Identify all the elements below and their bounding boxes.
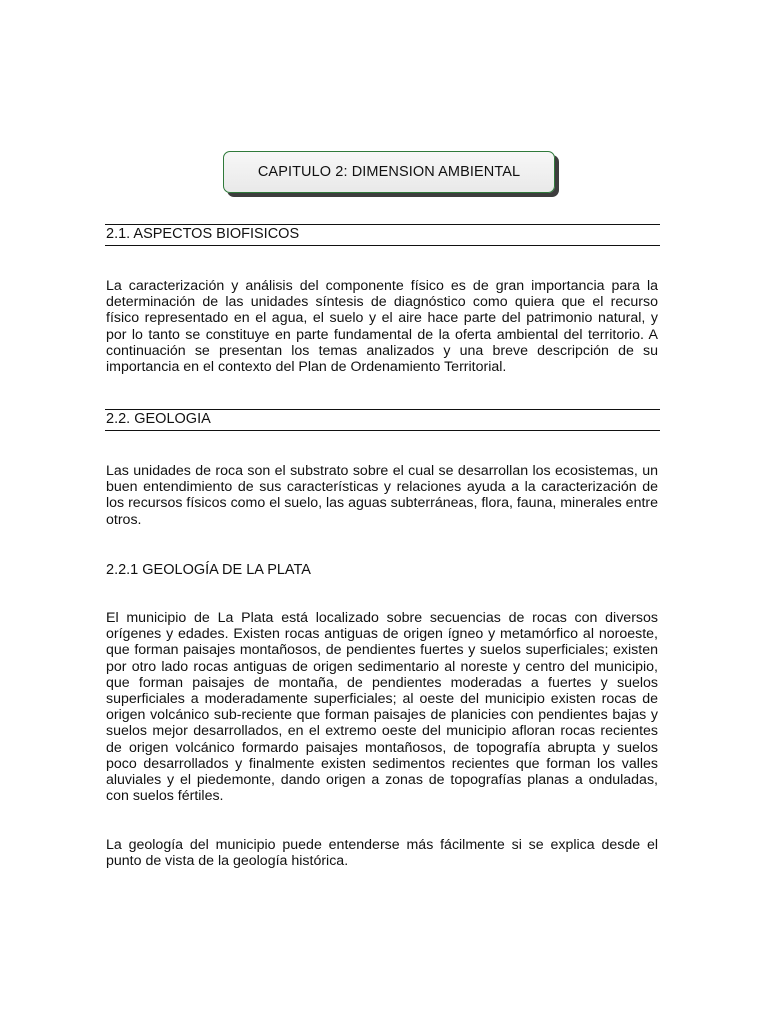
chapter-title-box [223,151,555,193]
paragraph-geologia-la-plata-2: La geología del municipio puede entenderse más fácilmente si se explica desde el punto de vista de la geología histórica. [106,837,658,870]
chapter-title: CAPITULO 2: DIMENSION AMBIENTAL [257,164,521,180]
paragraph-geologia: Las unidades de roca son el substrato sobre el cual se desarrollan los ecosistemas, un buen entendimiento de sus características y relaciones ayuda a la caracterización de los recursos físicos como el suelo, las aguas subterráneas, flora, fauna, minerales entre otros. [106,463,659,528]
paragraph-geologia-la-plata-1: El municipio de La Plata está localizado sobre secuencias de rocas con diversos orígenes y edades. Existen rocas antiguas de origen ígneo y metamórfico al noroeste, que forman paisajes montañosos, de pendientes fuertes y suelos superficiales; existen por otro lado rocas antiguas de origen sedimentario al noreste y centro del municipio, que forman paisajes de montaña, de pendientes moderadas a fuertes y suelos superficiales a moderadamente superficiales; al oeste del municipio existen rocas de origen volcánico sub-reciente que forman paisajes de planicies con pendientes bajas y suelos mejor desarrollados, en el extremo oeste del municipio afloran rocas recientes de origen volcánico formardo paisajes montañosos, de topografía abrupta y suelos poco desarrollados y finalmente existen sedimentos recientes que forman los valles aluviales y el piedemonte, dando origen a zonas de topografías planas a onduladas, con suelos fértiles. [106,610,658,805]
paragraph-aspectos-biofisicos: La caracterización y análisis del componente físico es de gran importancia para la determinación de las unidades síntesis de diagnóstico como quiera que el recurso físico representado en el agua, el suelo y el aire hace parte del patrimonio natural, y por lo tanto se constituye en parte fundamental de la oferta ambiental del territorio. A continuación se presentan los temas analizados y una breve descripción de su importancia en el contexto del Plan de Ordenamiento Territorial. [106,278,658,376]
subsection-heading-geologia-la-plata: 2.2.1 GEOLOGÍA DE LA PLATA [106,562,311,578]
section-heading-aspectos-biofisicos: 2.1. ASPECTOS BIOFISICOS [105,224,660,246]
section-heading-geologia: 2.2. GEOLOGIA [105,409,660,431]
